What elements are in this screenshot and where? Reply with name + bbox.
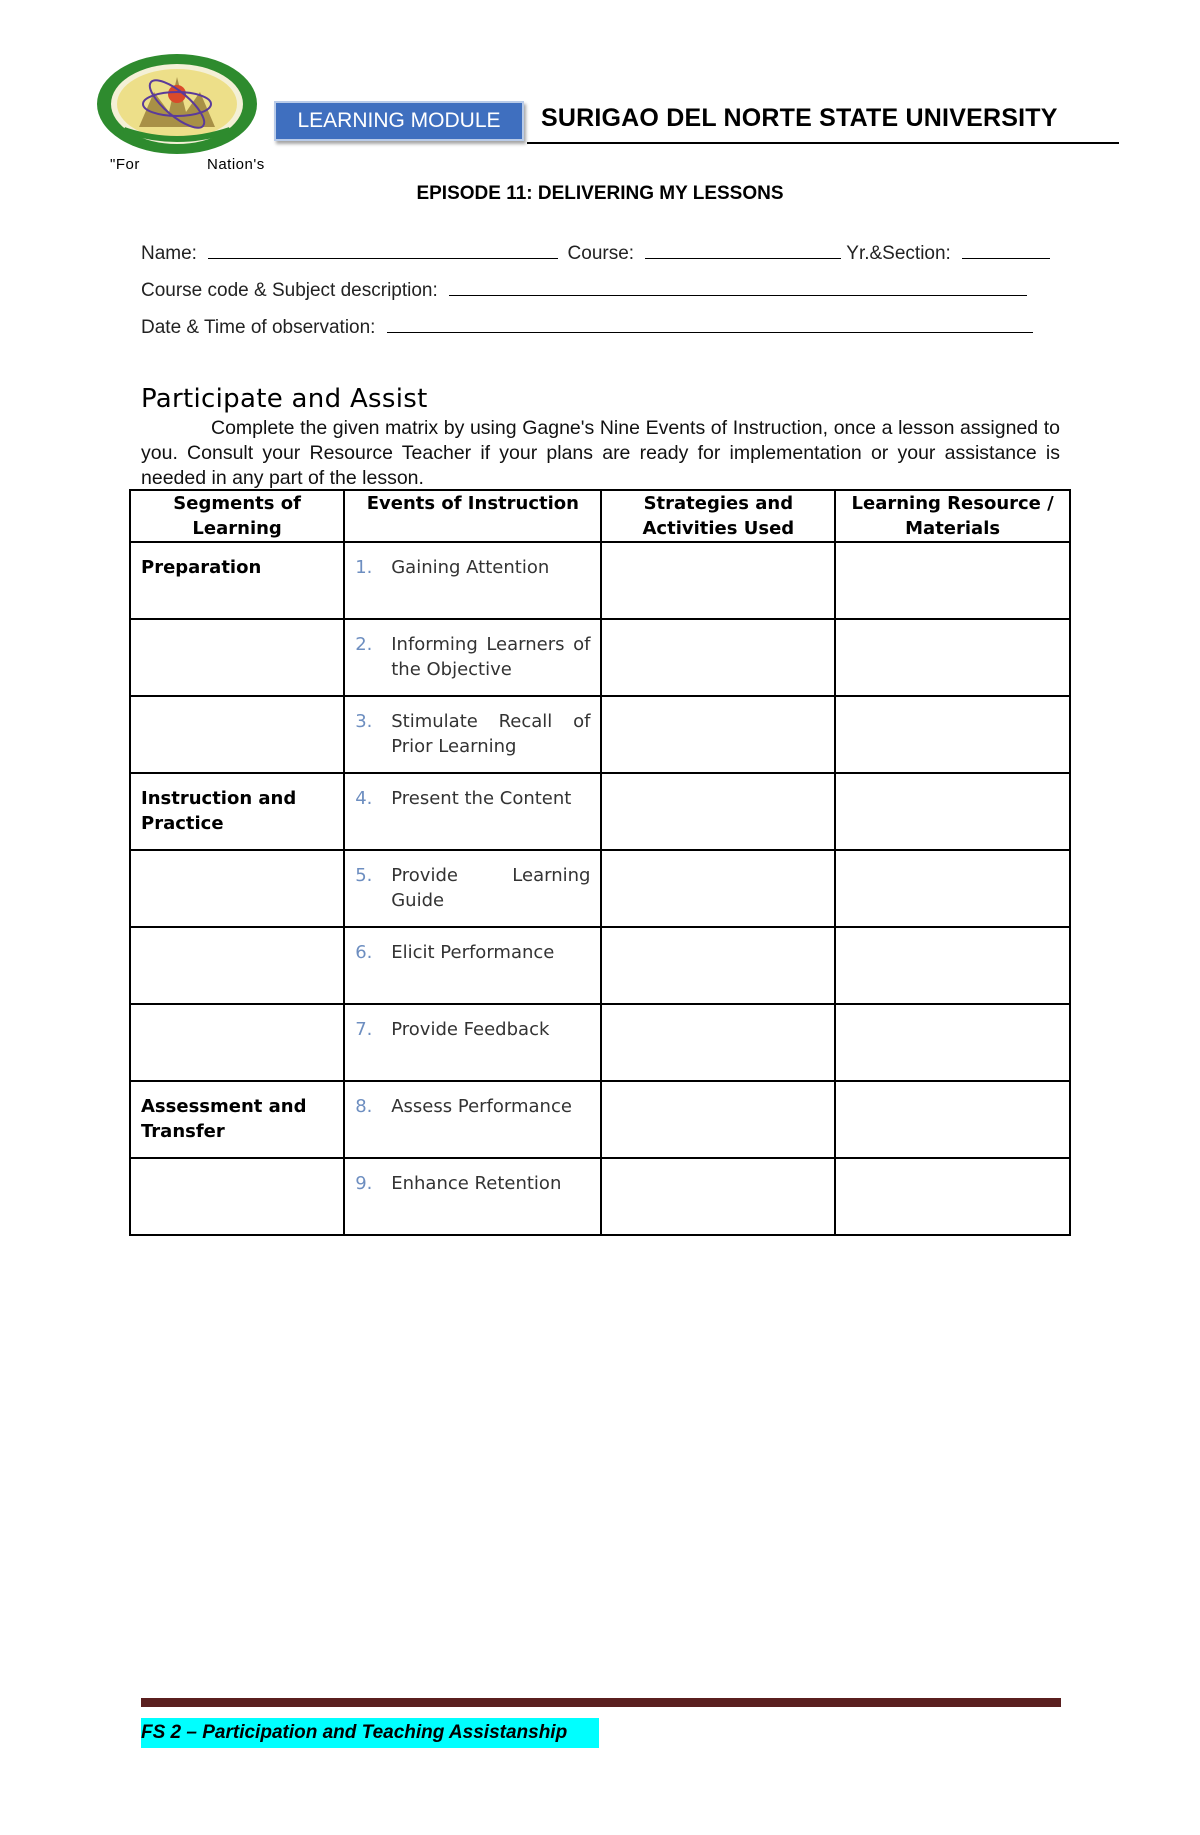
- segment-cell: [130, 1004, 344, 1081]
- yr-section-field[interactable]: [962, 240, 1050, 259]
- table-row: [130, 927, 1070, 1004]
- resources-input-cell[interactable]: [835, 1158, 1070, 1235]
- date-time-field[interactable]: [387, 314, 1033, 333]
- event-cell: [344, 542, 601, 619]
- header-strategies: Strategies and Activities Used: [601, 490, 835, 542]
- resources-input-cell[interactable]: [835, 1081, 1070, 1158]
- name-label: Name:: [141, 243, 197, 264]
- event-number: 3.: [355, 711, 373, 732]
- segment-cell: [130, 1158, 344, 1235]
- event-label: Elicit Performance: [391, 942, 555, 963]
- segment-cell: [130, 927, 344, 1004]
- table-row: [130, 542, 1070, 619]
- segment-cell: [130, 619, 344, 696]
- event-label: Assess Performance: [391, 1096, 572, 1117]
- strategies-input-cell[interactable]: [601, 1004, 835, 1081]
- date-time-label: Date & Time of observation:: [141, 317, 376, 338]
- table-row: [130, 619, 1070, 696]
- event-label: Present the Content: [391, 788, 572, 809]
- course-label: Course:: [567, 243, 635, 264]
- gagne-matrix-table: [129, 489, 1071, 1236]
- table-row: [130, 850, 1070, 927]
- event-cell: [344, 619, 601, 696]
- segment-cell: Instruction and Practice: [130, 773, 344, 850]
- footer-bar: [141, 1698, 1061, 1707]
- strategies-input-cell[interactable]: [601, 696, 835, 773]
- student-info-row: [141, 240, 1050, 265]
- resources-input-cell[interactable]: [835, 619, 1070, 696]
- course-code-field[interactable]: [449, 277, 1027, 296]
- motto-fragment: "For: [110, 156, 140, 173]
- strategies-input-cell[interactable]: [601, 1081, 835, 1158]
- event-cell: [344, 850, 601, 927]
- table-row: [130, 1004, 1070, 1081]
- section-title: Participate and Assist: [141, 384, 428, 414]
- instructions-paragraph: [141, 416, 1060, 491]
- segment-cell: [130, 696, 344, 773]
- strategies-input-cell[interactable]: [601, 619, 835, 696]
- footer-course-title: FS 2 – Participation and Teaching Assistanship: [141, 1718, 599, 1748]
- instructions-text: Complete the given matrix by using Gagne's Nine Events of Instruction, once a lesson assigned to you. Consult your Resource Teacher if your plans are ready for implementation or your assistance is needed in any part of the lesson.: [141, 417, 1060, 489]
- table-row: [130, 1158, 1070, 1235]
- table-row: [130, 1081, 1070, 1158]
- course-code-label: Course code & Subject description:: [141, 280, 438, 301]
- table-row: [130, 773, 1070, 850]
- strategies-input-cell[interactable]: [601, 773, 835, 850]
- event-label: Gaining Attention: [391, 557, 550, 578]
- resources-input-cell[interactable]: [835, 1004, 1070, 1081]
- course-field[interactable]: [645, 240, 841, 259]
- strategies-input-cell[interactable]: [601, 1158, 835, 1235]
- resources-input-cell[interactable]: [835, 850, 1070, 927]
- event-cell: [344, 1004, 601, 1081]
- event-cell: [344, 927, 601, 1004]
- header-events: Events of Instruction: [344, 490, 601, 542]
- resources-input-cell[interactable]: [835, 773, 1070, 850]
- resources-input-cell[interactable]: [835, 696, 1070, 773]
- event-cell: [344, 773, 601, 850]
- event-number: 1.: [355, 557, 373, 578]
- resources-input-cell[interactable]: [835, 927, 1070, 1004]
- course-code-row: [141, 277, 1027, 302]
- learning-module-badge: LEARNING MODULE: [274, 101, 524, 141]
- name-field[interactable]: [208, 240, 558, 259]
- strategies-input-cell[interactable]: [601, 927, 835, 1004]
- university-name: SURIGAO DEL NORTE STATE UNIVERSITY: [541, 104, 1058, 132]
- event-cell: [344, 1081, 601, 1158]
- event-label: Provide Learning Guide: [391, 865, 591, 911]
- event-cell: [344, 1158, 601, 1235]
- strategies-input-cell[interactable]: [601, 850, 835, 927]
- yr-section-label: Yr.&Section:: [846, 243, 951, 264]
- event-label: Enhance Retention: [391, 1173, 562, 1194]
- header-divider: [527, 142, 1119, 144]
- table-row: [130, 696, 1070, 773]
- event-number: 6.: [355, 942, 373, 963]
- event-number: 7.: [355, 1019, 373, 1040]
- event-number: 8.: [355, 1096, 373, 1117]
- resources-input-cell[interactable]: [835, 542, 1070, 619]
- event-label: Informing Learners of the Objective: [391, 634, 591, 680]
- event-label: Stimulate Recall of Prior Learning: [391, 711, 591, 757]
- segment-cell: Assessment and Transfer: [130, 1081, 344, 1158]
- event-number: 4.: [355, 788, 373, 809]
- event-label: Provide Feedback: [391, 1019, 550, 1040]
- event-cell: [344, 696, 601, 773]
- episode-title: EPISODE 11: DELIVERING MY LESSONS: [416, 183, 784, 204]
- segment-cell: [130, 850, 344, 927]
- segment-cell: Preparation: [130, 542, 344, 619]
- date-time-row: [141, 314, 1033, 339]
- event-number: 5.: [355, 865, 373, 886]
- table-header-row: [130, 490, 1070, 542]
- motto-fragment: Nation's: [207, 156, 265, 173]
- header-resources: Learning Resource / Materials: [835, 490, 1070, 542]
- university-seal-logo: [94, 52, 260, 156]
- event-number: 2.: [355, 634, 373, 655]
- strategies-input-cell[interactable]: [601, 542, 835, 619]
- event-number: 9.: [355, 1173, 373, 1194]
- header-segments: Segments of Learning: [130, 490, 344, 542]
